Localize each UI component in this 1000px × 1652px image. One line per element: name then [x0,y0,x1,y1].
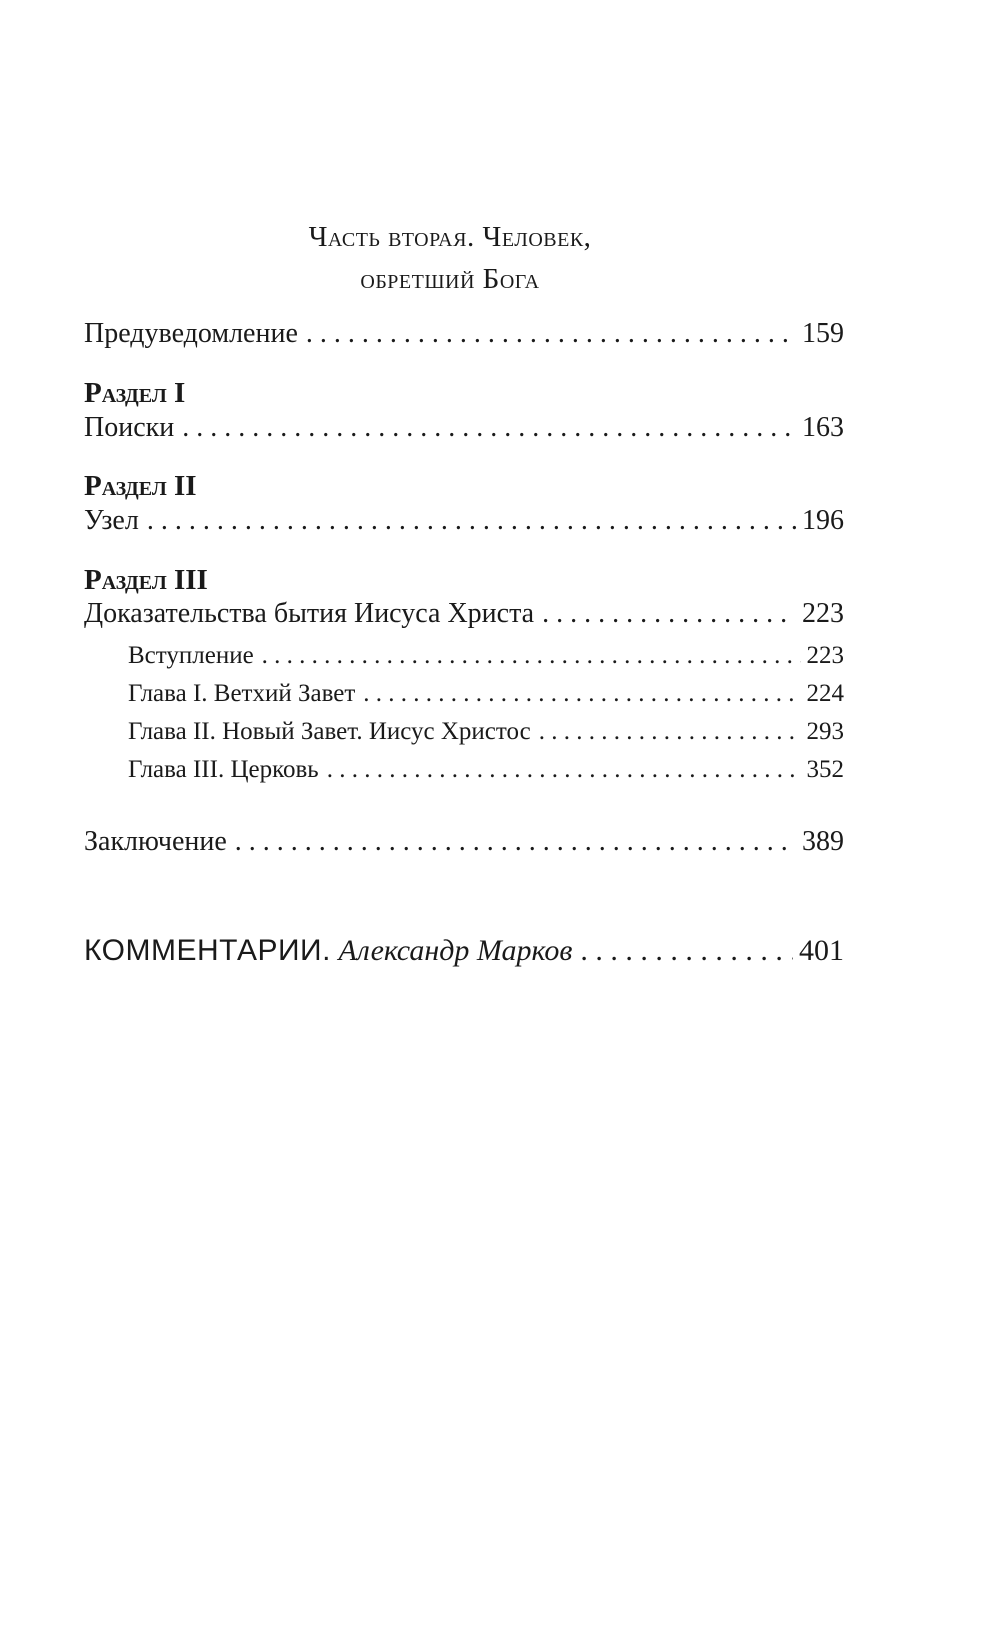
toc-entry-title: Узел [84,505,139,536]
toc-page-number: 389 [802,826,844,857]
toc-entry-title: Глава II. Новый Завет. Иисус Христос [128,718,531,745]
toc-entry-title: Глава I. Ветхий Завет [128,680,356,707]
dot-leader [363,679,800,709]
dot-leader [580,934,793,968]
dot-leader [262,641,801,671]
dot-leader [542,597,796,631]
toc-entry-title: Доказательства бытия Иисуса Христа [84,598,535,629]
section-heading-1: Раздел I [84,377,186,409]
dot-leader [235,825,796,859]
part-title-line-2: обретший Бога [360,263,540,295]
toc-entry-conclusion[interactable] [84,825,844,859]
toc-entry-title: Глава III. Церковь [128,756,319,783]
toc-page-number: 159 [802,318,844,349]
toc-entry-title: Предуведомление [84,318,298,349]
toc-entry-knot[interactable] [84,504,844,538]
dot-leader [306,317,796,351]
section-heading-2: Раздел II [84,470,197,502]
toc-entry-commentary[interactable] [84,934,844,968]
toc-page-number: 223 [806,642,844,669]
dot-leader [147,504,796,538]
toc-page-number: 224 [806,680,844,707]
part-title-line-1: Часть вторая. Человек, [308,221,592,253]
toc-page-number: 352 [806,756,844,783]
toc-subentry-church[interactable] [128,755,844,785]
toc-entry-search[interactable] [84,411,844,445]
commentary-author: Александр Марков [338,934,573,967]
dot-leader [539,717,801,747]
dot-leader [182,411,796,445]
toc-subentry-new-testament[interactable] [128,717,844,747]
dot-leader [327,755,801,785]
toc-page-number: 196 [802,505,844,536]
toc-page-number: 163 [802,412,844,443]
toc-entry-title: Вступление [128,642,254,669]
toc-entry-title: Поиски [84,412,175,443]
toc-entry-proofs[interactable] [84,597,844,631]
commentary-label: КОММЕНТАРИИ. [84,934,331,967]
section-heading-3: Раздел III [84,564,208,596]
toc-subentry-old-testament[interactable] [128,679,844,709]
toc-entry-title [84,934,572,968]
toc-page-number: 401 [799,934,844,967]
toc-page-number: 293 [806,718,844,745]
toc-subentry-intro[interactable] [128,641,844,671]
toc-entry-preface[interactable] [84,317,844,351]
toc-page-number: 223 [802,598,844,629]
toc-entry-title: Заключение [84,826,227,857]
